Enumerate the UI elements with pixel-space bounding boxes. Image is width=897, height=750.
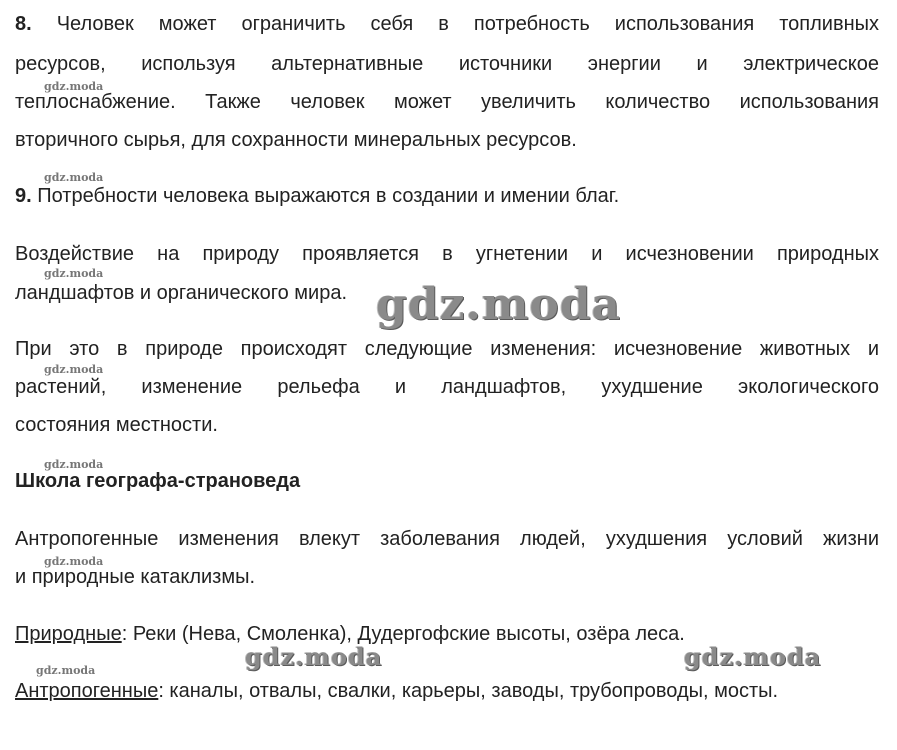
paragraph-8-line-2: ресурсов, используя альтернативные источники энергии и электрическое bbox=[15, 53, 879, 75]
impact-line-2: ландшафтов и органического мира. bbox=[15, 282, 348, 304]
impact-line-1: Воздействие на природу проявляется в угнетении и исчезновении природных bbox=[15, 243, 879, 265]
paragraph-8-text-1: Человек может ограничить себя в потребность использования топливных bbox=[56, 13, 879, 35]
anthro-effects-line-1: Антропогенные изменения влекут заболевания людей, ухудшения условий жизни bbox=[15, 528, 879, 550]
watermark-large: gdz.moda bbox=[376, 279, 622, 330]
changes-line-1: При это в природе происходят следующие изменения: исчезновение животных и bbox=[15, 338, 879, 360]
watermark-small: gdz.moda bbox=[44, 267, 104, 280]
watermark-medium: gdz.moda bbox=[684, 642, 822, 671]
paragraph-number-8: 8. bbox=[15, 13, 32, 35]
anthropogenic-objects-line bbox=[15, 679, 879, 703]
anthropogenic-label: Антропогенные bbox=[15, 680, 159, 702]
natural-text: : Реки (Нева, Смоленка), Дудергофские высоты, озёра леса. bbox=[121, 623, 685, 645]
paragraph-8-line-1 bbox=[15, 12, 879, 36]
changes-line-3: состояния местности. bbox=[15, 414, 218, 436]
changes-line-2: растений, изменение рельефа и ландшафтов, ухудшение экологического bbox=[15, 376, 879, 398]
section-heading: Школа географа-страноведа bbox=[15, 470, 301, 492]
natural-label: Природные bbox=[15, 623, 122, 645]
watermark-medium: gdz.moda bbox=[245, 642, 383, 671]
paragraph-9 bbox=[15, 184, 879, 208]
watermark-small: gdz.moda bbox=[36, 664, 96, 677]
watermark-small: gdz.moda bbox=[44, 458, 104, 471]
watermark-small: gdz.moda bbox=[44, 80, 104, 93]
anthropogenic-text: : каналы, отвалы, свалки, карьеры, заводы, трубопроводы, мосты. bbox=[158, 680, 779, 702]
watermark-small: gdz.moda bbox=[44, 363, 104, 376]
watermark-small: gdz.moda bbox=[44, 171, 104, 184]
paragraph-8-line-4: вторичного сырья, для сохранности минеральных ресурсов. bbox=[15, 129, 577, 151]
paragraph-9-text: Потребности человека выражаются в создании и имении благ. bbox=[37, 185, 620, 207]
watermark-small: gdz.moda bbox=[44, 555, 104, 568]
paragraph-8-line-3: теплоснабжение. Также человек может увеличить количество использования bbox=[15, 91, 879, 113]
paragraph-number-9: 9. bbox=[15, 185, 32, 207]
anthro-effects-line-2: и природные катаклизмы. bbox=[15, 566, 256, 588]
